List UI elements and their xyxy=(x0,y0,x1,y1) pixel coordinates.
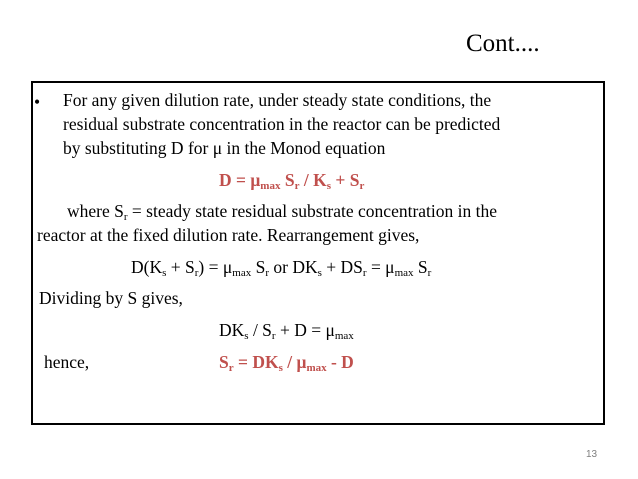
bullet-marker: • xyxy=(34,92,41,112)
equation-rearranged: $D(K_s + S_r) = \mu_{max}$ $S_r$ or $DK_s + DS_r = \mu_{max}$ $S_r$ xyxy=(131,257,432,279)
equation-dilution-rate: $D = \mu_{max}$ $S_r / K_s + S_r$ xyxy=(219,170,365,192)
bullet-text-line-1: For any given dilution rate, under steady state conditions, the xyxy=(63,90,492,110)
hence-text: hence, xyxy=(44,352,90,372)
bullet-text-line-3: by substituting D for μ in the Monod equation xyxy=(63,138,386,158)
page-number: 13 xyxy=(586,449,598,460)
where-line-1: where $S_r$ = steady state residual substrate concentration in the xyxy=(67,201,498,223)
equation-residual-substrate: $S_r = DK_s / \mu_{max} - D$ xyxy=(219,352,354,374)
slide-title: Cont.... xyxy=(466,30,540,57)
equation-divided: $DK_s / S_r + D = \mu_{max}$ xyxy=(219,320,354,342)
bullet-text-line-2: residual substrate concentration in the reactor can be predicted xyxy=(63,114,501,134)
dividing-text: Dividing by S gives, xyxy=(39,288,183,308)
where-line-2: reactor at the fixed dilution rate. Rearrangement gives, xyxy=(37,225,420,245)
